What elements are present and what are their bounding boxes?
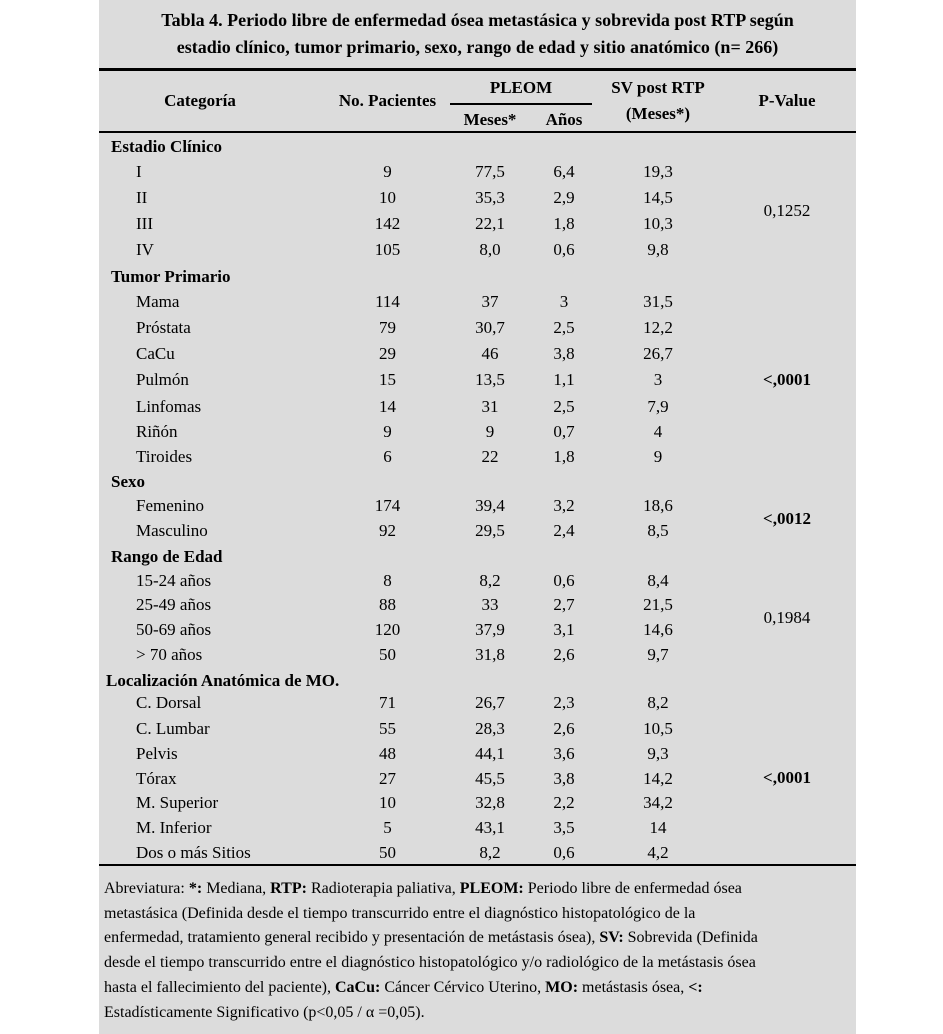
header-rule: [99, 131, 856, 133]
cell-sv: 9,8: [647, 240, 669, 259]
cell-meses: 22: [481, 447, 499, 466]
table-title-line-1: Tabla 4. Periodo libre de enfermedad ósea metastásica y sobrevida post RTP según: [161, 10, 794, 30]
pvalue-localizacion-anatomica-de-mo: <,0001: [763, 768, 811, 787]
cell-meses: 13,5: [475, 370, 505, 389]
row-label: > 70 años: [136, 645, 203, 664]
cell-sv: 10,3: [643, 214, 673, 233]
cell-anos: 2,5: [553, 318, 575, 337]
cell-sv: 12,2: [643, 318, 673, 337]
footnote-line: [104, 976, 849, 1001]
pvalue-tumor-primario: <,0001: [763, 369, 811, 389]
cell-pacientes: 105: [374, 240, 401, 259]
cell-anos: 2,4: [553, 521, 575, 540]
cell-meses: 8,0: [479, 240, 501, 259]
cell-sv: 4: [653, 422, 663, 441]
cell-meses: 35,3: [475, 188, 505, 207]
row-label: IV: [136, 240, 154, 259]
cell-sv: 9: [653, 447, 663, 466]
cell-pacientes: 88: [379, 595, 396, 614]
cell-meses: 8,2: [479, 571, 501, 590]
cell-anos: 0,7: [553, 422, 575, 441]
cell-meses: 39,4: [475, 496, 505, 515]
cell-meses: 22,1: [475, 214, 505, 233]
cell-pacientes: 5: [383, 818, 392, 837]
row-label: Próstata: [136, 318, 191, 337]
cell-anos: 2,3: [553, 693, 575, 712]
footnote-text: Estadísticamente Significativo (p<0,05 / α =0,05).: [104, 1003, 425, 1021]
section-heading-tumor-primario: Tumor Primario: [111, 267, 231, 286]
footnote-term: <:: [688, 978, 703, 996]
cell-anos: 3,2: [553, 496, 575, 515]
footnote-text: hasta el fallecimiento del paciente),: [104, 978, 335, 996]
cell-meses: 9: [485, 422, 495, 441]
footnote-text: desde el tiempo transcurrido entre el diagnóstico histopatológico y/o radiológico de la metástasis ósea: [104, 954, 756, 972]
cell-meses: 29,5: [475, 521, 505, 540]
cell-anos: 2,6: [553, 645, 575, 664]
row-label: C. Lumbar: [136, 719, 210, 738]
cell-pacientes: 50: [379, 843, 396, 862]
cell-anos: 2,6: [553, 719, 575, 738]
cell-anos: 2,5: [553, 397, 575, 416]
cell-anos: 6,4: [553, 162, 575, 181]
footnote-line: [104, 1001, 849, 1026]
cell-anos: 0,6: [553, 571, 575, 590]
footnote-text: Mediana,: [202, 880, 271, 897]
cell-sv: 8,4: [647, 571, 669, 590]
cell-pacientes: 8: [383, 571, 392, 590]
header-pleom: PLEOM: [489, 78, 553, 97]
pvalue-estadio-clinico: 0,1252: [763, 201, 811, 220]
row-label: 50-69 años: [136, 620, 212, 639]
cell-anos: 3,5: [553, 818, 575, 837]
footnote-line: [104, 951, 849, 976]
footnote-text: metástasis ósea,: [578, 978, 689, 996]
cell-sv: 18,6: [643, 496, 673, 515]
cell-anos: 3,1: [553, 620, 575, 639]
section-heading-localizacion-anatomica-de-mo: Localización Anatómica de MO.: [106, 671, 340, 690]
cell-meses: 32,8: [475, 793, 505, 812]
cell-meses: 33: [481, 595, 499, 614]
bottom-rule: [99, 864, 856, 866]
cell-meses: 28,3: [475, 719, 505, 738]
footnote-line: [104, 902, 849, 927]
cell-sv: 31,5: [643, 292, 673, 311]
cell-pacientes: 14: [379, 397, 396, 416]
pvalue-rango-de-edad: 0,1984: [763, 608, 811, 627]
footnote-line: [104, 877, 849, 902]
footnote-text: Sobrevida (Definida: [623, 929, 758, 947]
footnote-line: [104, 926, 849, 951]
row-label: CaCu: [136, 344, 175, 363]
cell-pacientes: 71: [379, 693, 396, 712]
cell-sv: 8,2: [647, 693, 669, 712]
cell-pacientes: 92: [379, 521, 396, 540]
cell-anos: 3,8: [553, 769, 575, 788]
cell-anos: 2,7: [553, 595, 575, 614]
cell-pacientes: 50: [379, 645, 396, 664]
cell-sv: 3: [653, 370, 663, 389]
cell-pacientes: 29: [379, 344, 396, 363]
cell-pacientes: 9: [383, 422, 392, 441]
section-heading-estadio-clinico: Estadio Clínico: [111, 137, 222, 156]
cell-sv: 4,2: [647, 843, 669, 862]
cell-meses: 45,5: [475, 769, 505, 788]
cell-meses: 26,7: [475, 693, 505, 712]
cell-pacientes: 27: [379, 769, 396, 788]
header-sv-line-2: (Meses*): [625, 104, 691, 123]
cell-meses: 37,9: [475, 620, 505, 639]
row-label: Tórax: [136, 769, 177, 788]
cell-pacientes: 48: [379, 744, 396, 763]
row-label: I: [136, 162, 142, 181]
section-heading-sexo: Sexo: [111, 472, 145, 491]
footnote: [104, 877, 849, 1025]
row-label: II: [136, 188, 148, 207]
footnote-term: CaCu:: [335, 978, 381, 996]
cell-pacientes: 55: [379, 719, 396, 738]
cell-sv: 14,6: [643, 620, 673, 639]
cell-sv: 34,2: [643, 793, 673, 812]
header-categoria: Categoría: [164, 91, 236, 110]
cell-sv: 7,9: [647, 397, 669, 416]
footnote-term: MO:: [545, 978, 579, 996]
cell-meses: 30,7: [475, 318, 505, 337]
pleom-underline: [450, 103, 592, 105]
row-label: 15-24 años: [136, 571, 212, 590]
row-label: III: [136, 214, 153, 233]
section-heading-rango-de-edad: Rango de Edad: [111, 547, 223, 566]
cell-meses: 44,1: [475, 744, 505, 763]
header-anos: Años: [545, 110, 583, 129]
cell-anos: 3,8: [553, 344, 575, 363]
footnote-text: metastásica (Definida desde el tiempo transcurrido entre el diagnóstico histopatológico de la: [104, 904, 696, 922]
cell-meses: 31: [481, 397, 499, 416]
row-label: M. Superior: [136, 793, 219, 812]
cell-anos: 2,9: [553, 188, 575, 207]
cell-anos: 0,6: [553, 843, 575, 862]
cell-pacientes: 79: [379, 318, 396, 337]
row-label: Pulmón: [136, 370, 189, 389]
cell-anos: 0,6: [553, 240, 575, 259]
cell-sv: 14: [649, 818, 667, 837]
cell-anos: 3,6: [553, 744, 575, 763]
row-label: M. Inferior: [136, 818, 212, 837]
header-pvalue: P-Value: [758, 91, 816, 110]
cell-pacientes: 174: [374, 496, 401, 515]
row-label: Riñón: [136, 422, 178, 441]
cell-pacientes: 10: [379, 793, 396, 812]
cell-pacientes: 9: [383, 162, 392, 181]
header-meses: Meses*: [463, 110, 517, 129]
cell-sv: 8,5: [647, 521, 669, 540]
cell-meses: 43,1: [475, 818, 505, 837]
cell-sv: 26,7: [643, 344, 673, 363]
cell-anos: 2,2: [553, 793, 575, 812]
cell-pacientes: 142: [374, 214, 401, 233]
cell-meses: 77,5: [475, 162, 505, 181]
cell-sv: 9,3: [647, 744, 669, 763]
cell-sv: 10,5: [643, 719, 673, 738]
top-rule: [99, 68, 856, 71]
cell-anos: 1,1: [553, 370, 575, 389]
footnote-text: Cáncer Cérvico Uterino,: [380, 978, 546, 996]
row-label: Pelvis: [136, 744, 178, 763]
table-title-line-2: estadio clínico, tumor primario, sexo, rango de edad y sitio anatómico (n= 266): [176, 37, 779, 57]
cell-meses: 46: [481, 344, 499, 363]
cell-sv: 9,7: [647, 645, 669, 664]
row-label: Tiroides: [136, 447, 193, 466]
header-sv-line-1: SV post RTP: [611, 78, 705, 97]
cell-meses: 31,8: [475, 645, 505, 664]
cell-pacientes: 6: [383, 447, 392, 466]
cell-sv: 19,3: [643, 162, 673, 181]
cell-pacientes: 10: [379, 188, 396, 207]
cell-anos: 3: [559, 292, 569, 311]
cell-pacientes: 15: [379, 370, 396, 389]
footnote-term: SV:: [599, 929, 624, 947]
cell-anos: 1,8: [553, 447, 575, 466]
row-label: Mama: [136, 292, 180, 311]
cell-meses: 8,2: [479, 843, 501, 862]
footnote-term: *:: [188, 880, 203, 897]
footnote-text: Abreviatura:: [104, 880, 189, 897]
header-pacientes: No. Pacientes: [338, 91, 437, 110]
cell-pacientes: 120: [374, 620, 401, 639]
row-label: Femenino: [136, 496, 204, 515]
row-label: Dos o más Sitios: [136, 843, 251, 862]
cell-sv: 21,5: [643, 595, 673, 614]
row-label: 25-49 años: [136, 595, 212, 614]
cell-sv: 14,5: [643, 188, 673, 207]
footnote-term: RTP:: [270, 880, 307, 897]
row-label: Masculino: [136, 521, 208, 540]
footnote-term: PLEOM:: [459, 880, 524, 897]
cell-anos: 1,8: [553, 214, 575, 233]
cell-meses: 37: [481, 292, 499, 311]
footnote-text: enfermedad, tratamiento general recibido y presentación de metástasis ósea),: [104, 929, 600, 947]
row-label: Linfomas: [136, 397, 202, 416]
cell-sv: 14,2: [643, 769, 673, 788]
cell-pacientes: 114: [375, 292, 400, 311]
pvalue-sexo: <,0012: [763, 508, 811, 528]
footnote-text: Periodo libre de enfermedad ósea: [523, 880, 742, 897]
footnote-text: Radioterapia paliativa,: [306, 880, 460, 897]
row-label: C. Dorsal: [136, 693, 202, 712]
